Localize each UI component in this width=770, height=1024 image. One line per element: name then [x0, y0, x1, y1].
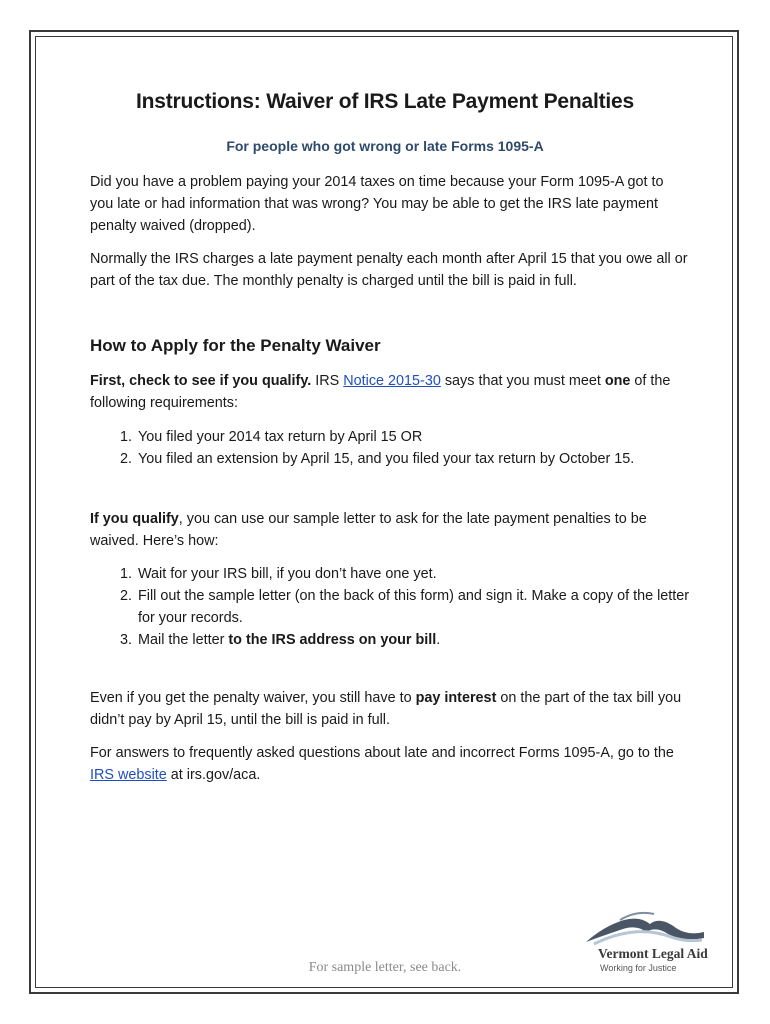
steps-list: [90, 563, 690, 651]
faq-text-2: at irs.gov/aca.: [166, 767, 261, 783]
notice-link[interactable]: Notice 2015-30: [343, 373, 441, 389]
list-item: 2. You filed an extension by April 15, and you filed your tax return by October 15.: [136, 448, 690, 470]
if-qualify-paragraph: [90, 508, 690, 552]
qualify-check-paragraph: [90, 370, 690, 414]
section-heading: How to Apply for the Penalty Waiver: [90, 336, 381, 355]
vermont-legal-aid-logo: [584, 908, 724, 978]
document-body: [90, 90, 690, 786]
logo-name: Vermont Legal Aid: [598, 946, 708, 961]
list-item: 2. Fill out the sample letter (on the back of this form) and sign it. Make a copy of the letter for your records.: [136, 585, 690, 629]
interest-text-2: on the part of the tax bill you didn’t pay by April 15, until the bill is paid in full.: [90, 690, 682, 728]
step-3-text-2: .: [436, 632, 441, 648]
qualify-text-3: of the following requirements:: [90, 373, 671, 411]
mountain-logo-icon: [584, 908, 724, 948]
logo-tagline: Working for Justice: [600, 963, 677, 973]
faq-paragraph: [90, 742, 690, 786]
footer-note: For sample letter, see back.: [308, 960, 462, 975]
qualify-text-2: says that you must meet: [440, 373, 605, 389]
qualify-text-1: IRS: [311, 373, 344, 389]
interest-bold: pay interest: [415, 690, 497, 706]
interest-paragraph: [90, 687, 690, 731]
list-item: 1. Wait for your IRS bill, if you don’t have one yet.: [136, 563, 690, 585]
if-qualify-lead: If you qualify: [90, 511, 179, 527]
qualify-bold-one: one: [604, 373, 631, 389]
step-3-bold: to the IRS address on your bill: [228, 632, 437, 648]
page-subtitle: For people who got wrong or late Forms 1095-A: [226, 138, 544, 154]
list-item: 1. You filed your 2014 tax return by April 15 OR: [136, 426, 690, 448]
step-3-text-1: Mail the letter: [138, 632, 229, 648]
intro-paragraph: Did you have a problem paying your 2014 taxes on time because your Form 1095-A got to you late or had information that was wrong? You may be able to get the IRS late payment penalty waived (dropped).: [90, 174, 664, 234]
requirements-list: [90, 426, 690, 470]
list-item: [136, 629, 690, 651]
penalty-paragraph: Normally the IRS charges a late payment penalty each month after April 15 that you owe all or part of the tax due. The monthly penalty is charged until the bill is paid in full.: [90, 251, 688, 289]
if-qualify-text: , you can use our sample letter to ask for the late payment penalties to be waived. Here’s how:: [90, 511, 647, 549]
page-title: Instructions: Waiver of IRS Late Payment Penalties: [135, 90, 635, 113]
qualify-check-lead: First, check to see if you qualify.: [90, 373, 312, 389]
interest-text-1: Even if you get the penalty waiver, you still have to: [90, 690, 416, 706]
irs-website-link[interactable]: IRS website: [90, 767, 167, 783]
faq-text-1: For answers to frequently asked questions about late and incorrect Forms 1095-A, go to the: [90, 745, 674, 761]
